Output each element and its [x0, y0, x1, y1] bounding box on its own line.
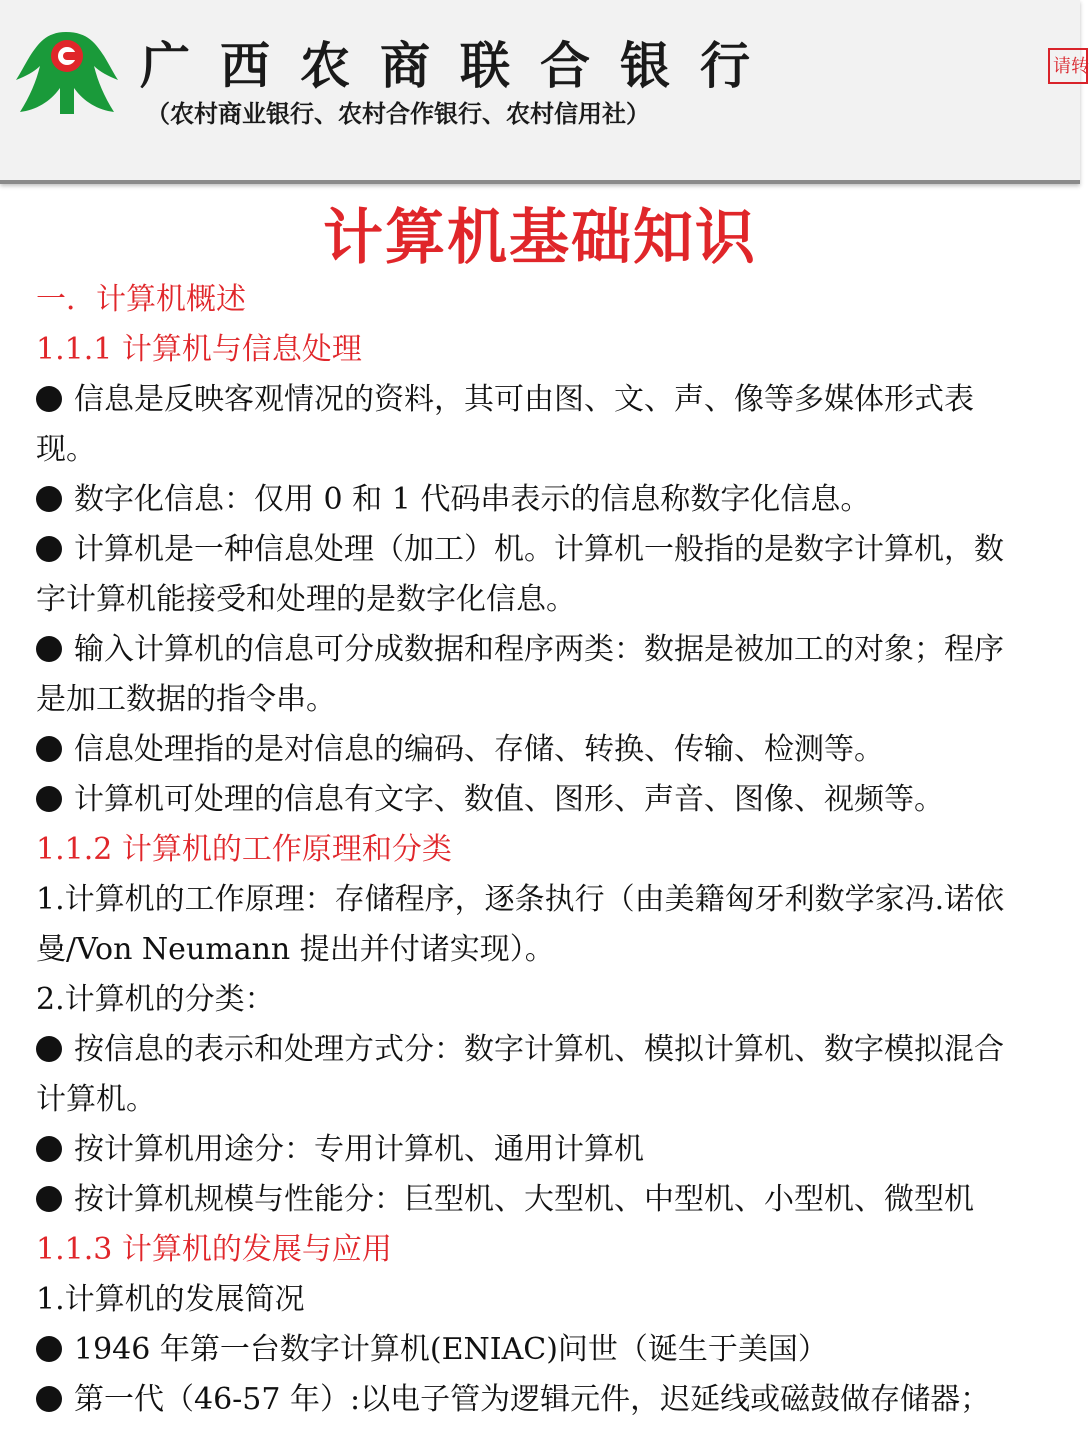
bullet-icon	[36, 636, 62, 662]
line-text: 计算机可处理的信息有文字、数值、图形、声音、图像、视频等。	[74, 782, 944, 817]
body-paragraph	[36, 975, 1020, 1025]
bullet-item	[36, 625, 1020, 725]
bullet-icon	[36, 1386, 62, 1412]
bullet-item	[36, 1175, 1020, 1225]
line-text: 按计算机规模与性能分：巨型机、大型机、中型机、小型机、微型机	[74, 1182, 974, 1217]
bullet-item	[36, 1125, 1020, 1175]
line-text: 一．计算机概述	[36, 282, 246, 317]
bank-header	[0, 0, 1089, 184]
line-text: 1.计算机的工作原理：存储程序，逐条执行（由美籍匈牙利数学家冯.诺依曼/Von Neumann 提出并付诸实现）。	[36, 882, 1005, 967]
line-text: 1.1.1 计算机与信息处理	[36, 332, 362, 367]
bullet-item	[36, 375, 1020, 475]
bank-subtitle: （农村商业银行、农村合作银行、农村信用社）	[146, 100, 650, 128]
section-heading	[36, 275, 1020, 325]
bullet-item	[36, 475, 1020, 525]
bullet-item	[36, 525, 1020, 625]
bullet-icon	[36, 1336, 62, 1362]
line-text: 计算机是一种信息处理（加工）机。计算机一般指的是数字计算机，数字计算机能接受和处理的是数字化信息。	[36, 532, 1004, 617]
line-text: 2.计算机的分类：	[36, 982, 275, 1017]
line-text: 信息处理指的是对信息的编码、存储、转换、传输、检测等。	[74, 732, 884, 767]
bullet-icon	[36, 386, 62, 412]
bullet-item	[36, 1375, 1020, 1425]
section-heading	[36, 325, 1020, 375]
line-text: 信息是反映客观情况的资料，其可由图、文、声、像等多媒体形式表现。	[36, 382, 974, 467]
bullet-icon	[36, 1036, 62, 1062]
corner-stamp: 请转	[1048, 48, 1088, 84]
body-paragraph	[36, 1275, 1020, 1325]
line-text: 数字化信息：仅用 0 和 1 代码串表示的信息称数字化信息。	[74, 482, 871, 517]
line-text: 1946 年第一台数字计算机(ENIAC)问世（诞生于美国）	[74, 1332, 828, 1367]
bullet-item	[36, 1325, 1020, 1375]
bullet-icon	[36, 1136, 62, 1162]
line-text: 按计算机用途分：专用计算机、通用计算机	[74, 1132, 644, 1167]
document-title: 计算机基础知识	[323, 203, 757, 273]
bullet-item	[36, 1025, 1020, 1125]
bullet-item	[36, 725, 1020, 775]
section-heading	[36, 825, 1020, 875]
line-text: 输入计算机的信息可分成数据和程序两类：数据是被加工的对象；程序是加工数据的指令串。	[36, 632, 1004, 717]
bullet-icon	[36, 736, 62, 762]
bullet-item	[36, 775, 1020, 825]
section-heading	[36, 1225, 1020, 1275]
document-body	[36, 275, 1020, 1425]
bullet-icon	[36, 1186, 62, 1212]
bank-name: 广西农商联合银行	[140, 37, 780, 95]
line-text: 第一代（46-57 年）:以电子管为逻辑元件，迟延线或磁鼓做存储器；	[74, 1382, 991, 1417]
line-text: 1.1.3 计算机的发展与应用	[36, 1232, 392, 1267]
bank-logo-icon	[16, 26, 118, 116]
line-text: 按信息的表示和处理方式分：数字计算机、模拟计算机、数字模拟混合计算机。	[36, 1032, 1004, 1117]
bullet-icon	[36, 786, 62, 812]
bullet-icon	[36, 536, 62, 562]
line-text: 1.1.2 计算机的工作原理和分类	[36, 832, 452, 867]
bullet-icon	[36, 486, 62, 512]
body-paragraph	[36, 875, 1020, 975]
line-text: 1.计算机的发展简况	[36, 1282, 305, 1317]
